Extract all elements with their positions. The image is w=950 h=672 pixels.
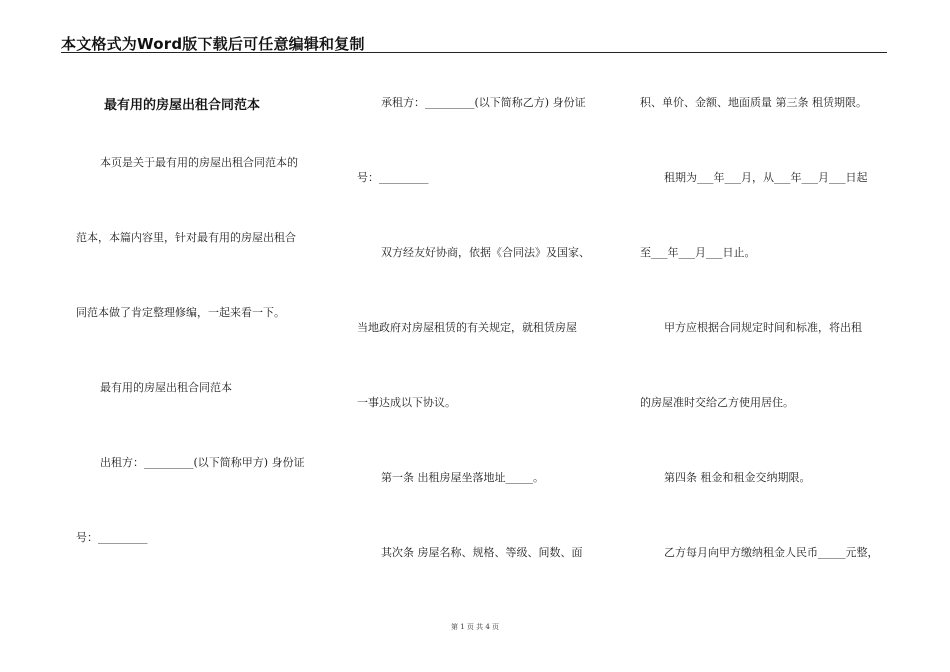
paragraph-line: 出租方：_________(以下简称甲方) 身份证 [100,456,305,469]
paragraph-line: 双方经友好协商，依据《合同法》及国家、 [381,246,590,259]
paragraph-line: 至___年___月___日止。 [640,246,756,259]
paragraph-line: 的房屋准时交给乙方使用居住。 [640,396,794,409]
paragraph-line: 当地政府对房屋租赁的有关规定，就租赁房屋 [357,321,577,334]
paragraph-line: 承租方：_________(以下简称乙方) 身份证 [381,96,586,109]
paragraph-line: 号：_________ [76,531,148,544]
paragraph-line: 第四条 租金和租金交纳期限。 [664,471,811,484]
page-footer: 第 1 页 共 4 页 [450,623,500,631]
paragraph-line: 范本，本篇内容里，针对最有用的房屋出租合 [76,231,296,244]
paragraph-line: 甲方应根据合同规定时间和标准，将出租 [664,321,862,334]
paragraph-line: 其次条 房屋名称、规格、等级、间数、面 [381,546,583,559]
paragraph-line: 租期为___年___月，从___年___月___日起 [664,171,868,184]
paragraph-line: 积、单价、金额、地面质量 第三条 租赁期限。 [640,96,867,109]
paragraph-line: 号：_________ [357,171,429,184]
paragraph-line: 同范本做了肯定整理修编，一起来看一下。 [76,306,285,319]
header-rule [61,52,887,53]
document-title: 最有用的房屋出租合同范本 [104,98,261,113]
paragraph-line: 第一条 出租房屋坐落地址_____。 [381,471,544,484]
paragraph-line: 本页是关于最有用的房屋出租合同范本的 [100,156,298,169]
page-header: 本文格式为Word版下载后可任意编辑和复制 [61,35,365,53]
paragraph-line: 一事达成以下协议。 [357,396,456,409]
paragraph-line: 最有用的房屋出租合同范本 [100,381,232,394]
paragraph-line: 乙方每月向甲方缴纳租金人民币_____元整， [664,546,879,559]
